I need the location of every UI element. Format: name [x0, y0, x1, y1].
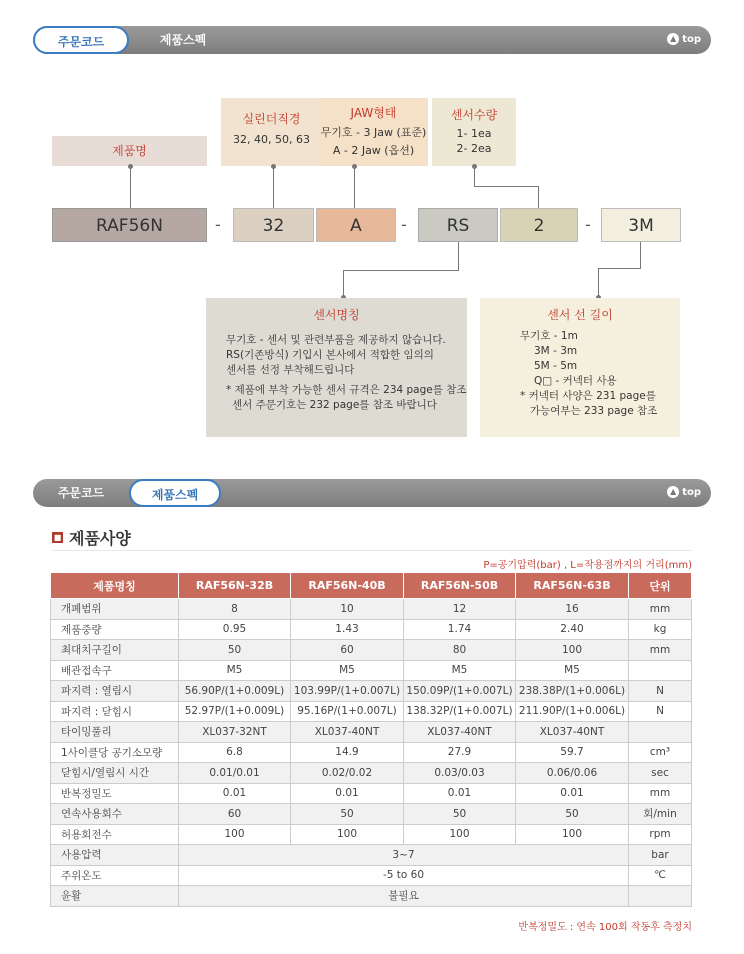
table-cell: 100 [291, 824, 404, 845]
table-row [51, 845, 692, 866]
table-cell: 14.9 [291, 742, 404, 763]
table-row [51, 783, 692, 804]
table-cell: 불필요 [179, 886, 629, 907]
table-cell: 211.90P/(1+0.006L) [516, 701, 629, 722]
table-cell: kg [629, 619, 692, 640]
sensor-qty-box: 센서수량 1- 1ea 2- 2ea [432, 98, 516, 166]
table-cell: sec [629, 763, 692, 784]
segment-model: RAF56N [52, 208, 207, 242]
footnote: 반복정밀도 : 연속 100회 작동후 측정치 [518, 922, 692, 933]
header-cell: 단위 [629, 573, 692, 599]
table-cell: 0.03/0.03 [404, 763, 516, 784]
table-cell: XL037-32NT [179, 722, 291, 743]
table-cell: 12 [404, 599, 516, 620]
table-cell: N [629, 701, 692, 722]
row-label: 연속사용회수 [51, 804, 179, 825]
table-cell [629, 886, 692, 907]
table-row [51, 865, 692, 886]
table-row [51, 886, 692, 907]
table-row [51, 742, 692, 763]
table-cell: 80 [404, 640, 516, 661]
top-link[interactable]: ▲ top [667, 486, 701, 498]
table-cell: 59.7 [516, 742, 629, 763]
table-cell: 10 [291, 599, 404, 620]
table-cell: 60 [291, 640, 404, 661]
table-cell: XL037-40NT [516, 722, 629, 743]
row-label: 타이밍풀리 [51, 722, 179, 743]
table-cell: mm [629, 599, 692, 620]
table-row [51, 804, 692, 825]
table-cell: 0.01 [291, 783, 404, 804]
table-cell: bar [629, 845, 692, 866]
table-cell [629, 660, 692, 681]
table-cell: 0.95 [179, 619, 291, 640]
spec-header-row [51, 573, 692, 599]
row-label: 파지력 : 열림시 [51, 681, 179, 702]
sensor-name-box: 센서명칭 무기호 - 센서 및 관련부품을 제공하지 않습니다. RS(기존방식) 기입시 본사에서 적합한 임의의 센서를 선정 부착해드립니다 * 제품에 부착 가능한 센서 규격은 234 page를 참조 센서 주문기호는 232 page를 참조 바랍니다 [206, 298, 467, 437]
segment-cable-length: 3M [601, 208, 681, 242]
table-cell: 8 [179, 599, 291, 620]
header-cell: RAF56N-40B [291, 573, 404, 599]
chevron-up-icon: ▲ [667, 486, 679, 498]
segment-sensor-qty: 2 [500, 208, 578, 242]
table-cell: 103.99P/(1+0.007L) [291, 681, 404, 702]
header-cell: RAF56N-63B [516, 573, 629, 599]
table-cell: 6.8 [179, 742, 291, 763]
table-row [51, 763, 692, 784]
table-cell: 27.9 [404, 742, 516, 763]
table-cell: cm³ [629, 742, 692, 763]
table-cell: 56.90P/(1+0.009L) [179, 681, 291, 702]
tab-spec[interactable]: 제품스펙 [129, 479, 221, 507]
table-cell: M5 [404, 660, 516, 681]
table-cell: 1.74 [404, 619, 516, 640]
table-row [51, 660, 692, 681]
table-cell: 50 [404, 804, 516, 825]
table-cell: 52.97P/(1+0.009L) [179, 701, 291, 722]
dash: - [401, 215, 407, 234]
product-name-box: 제품명 [52, 136, 207, 166]
table-cell: 2.40 [516, 619, 629, 640]
table-row [51, 640, 692, 661]
header-cell: 제품명칭 [51, 573, 179, 599]
table-cell: 100 [404, 824, 516, 845]
chevron-up-icon: ▲ [667, 33, 679, 45]
table-cell: 50 [179, 640, 291, 661]
table-cell: 50 [291, 804, 404, 825]
table-cell: 95.16P/(1+0.007L) [291, 701, 404, 722]
cable-length-box: 센서 선 길이 무기호 - 1m 3M - 3m 5M - 5m Q□ - 커넥터 사용 * 커넥터 사양은 231 page를 가능여부는 233 page 참조 [480, 298, 680, 437]
row-label: 사용압력 [51, 845, 179, 866]
table-cell: 0.02/0.02 [291, 763, 404, 784]
dash: - [585, 215, 591, 234]
table-cell: 150.09P/(1+0.007L) [404, 681, 516, 702]
spec-table [50, 572, 692, 907]
table-cell: 100 [179, 824, 291, 845]
table-cell: 238.38P/(1+0.006L) [516, 681, 629, 702]
tab-order-code[interactable]: 주문코드 [33, 26, 129, 54]
table-cell: 16 [516, 599, 629, 620]
segment-sensor: RS [418, 208, 498, 242]
table-cell: 138.32P/(1+0.007L) [404, 701, 516, 722]
row-label: 파지력 : 닫힘시 [51, 701, 179, 722]
table-cell: 0.06/0.06 [516, 763, 629, 784]
row-label: 제품중량 [51, 619, 179, 640]
jaw-box: JAW형태 무기호 - 3 Jaw (표준) A - 2 Jaw (옵션) [319, 98, 428, 166]
table-cell: rpm [629, 824, 692, 845]
table-cell: 회/min [629, 804, 692, 825]
segment-jaw: A [316, 208, 396, 242]
table-cell: M5 [516, 660, 629, 681]
table-row [51, 681, 692, 702]
table-cell: 0.01 [516, 783, 629, 804]
tab-spec[interactable]: 제품스펙 [159, 33, 207, 47]
header-cell: RAF56N-32B [179, 573, 291, 599]
row-label: 배관접속구 [51, 660, 179, 681]
section-title: ■ 제품사양 [53, 529, 131, 548]
header-cell: RAF56N-50B [404, 573, 516, 599]
table-row [51, 599, 692, 620]
table-cell: ℃ [629, 865, 692, 886]
row-label: 최대치구길이 [51, 640, 179, 661]
table-row [51, 619, 692, 640]
spec-legend: P=공기압력(bar) , L=작용점까지의 거리(mm) [483, 560, 692, 571]
nav-bar-spec [33, 479, 711, 507]
row-label: 윤활 [51, 886, 179, 907]
row-label: 1사이클당 공기소모량 [51, 742, 179, 763]
table-row [51, 701, 692, 722]
table-cell: M5 [179, 660, 291, 681]
row-label: 주위온도 [51, 865, 179, 886]
table-cell: 50 [516, 804, 629, 825]
table-cell: N [629, 681, 692, 702]
top-link[interactable]: ▲ top [667, 33, 701, 45]
table-cell: 0.01/0.01 [179, 763, 291, 784]
table-cell: 60 [179, 804, 291, 825]
dash: - [215, 215, 221, 234]
row-label: 허용회전수 [51, 824, 179, 845]
table-cell [629, 722, 692, 743]
table-cell: 0.01 [404, 783, 516, 804]
table-row [51, 722, 692, 743]
row-label: 개폐범위 [51, 599, 179, 620]
table-cell: 100 [516, 824, 629, 845]
table-row [51, 824, 692, 845]
table-cell: 0.01 [179, 783, 291, 804]
table-cell: 1.43 [291, 619, 404, 640]
table-cell: 100 [516, 640, 629, 661]
table-cell: M5 [291, 660, 404, 681]
section-underline [52, 550, 692, 551]
nav-bar-top [33, 26, 711, 54]
table-cell: mm [629, 640, 692, 661]
table-cell: mm [629, 783, 692, 804]
square-bullet-icon: ■ [53, 533, 62, 542]
row-label: 닫힘시/열림시 시간 [51, 763, 179, 784]
table-cell: -5 to 60 [179, 865, 629, 886]
bore-box: 실린더직경 32, 40, 50, 63 [221, 98, 322, 166]
table-cell: 3~7 [179, 845, 629, 866]
tab-order-code[interactable]: 주문코드 [57, 486, 105, 500]
segment-bore: 32 [233, 208, 314, 242]
table-cell: XL037-40NT [404, 722, 516, 743]
table-cell: XL037-40NT [291, 722, 404, 743]
row-label: 반복정밀도 [51, 783, 179, 804]
